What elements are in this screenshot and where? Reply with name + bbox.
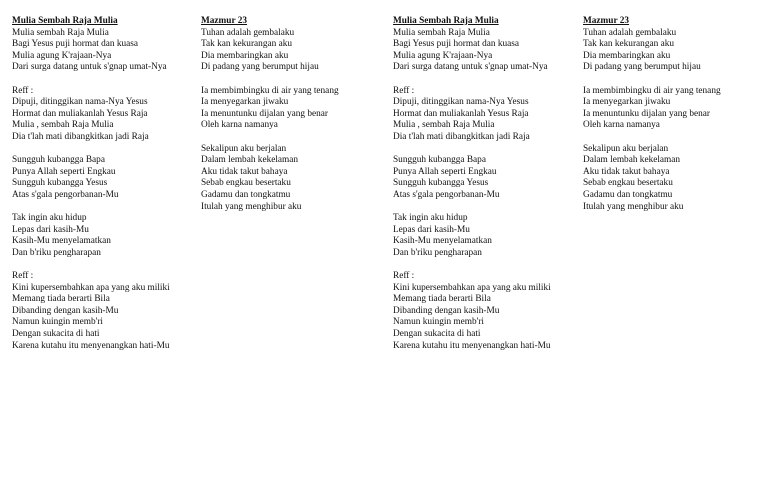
song1-line: Kasih-Mu menyelamatkan xyxy=(12,236,111,247)
song1-line: Dia t'lah mati dibangkitkan jadi Raja xyxy=(393,131,530,142)
song2-line: Sebab engkau besertaku xyxy=(583,178,673,189)
stanza-gap xyxy=(393,202,551,214)
song1-line: Lepas dari kasih-Mu xyxy=(393,224,470,235)
song1-line: Dipuji, ditinggikan nama-Nya Yesus xyxy=(393,97,529,108)
stanza-gap xyxy=(393,144,551,156)
song2-line: Ia menyegarkan jiwaku xyxy=(201,97,289,108)
stanza-gap xyxy=(201,132,339,144)
song1-column-right xyxy=(393,16,551,352)
song2-line: Ia menuntunku dijalan yang benar xyxy=(201,108,329,119)
song1-line: Hormat dan muliakanlah Yesus Raja xyxy=(393,108,529,119)
song1-reff-label: Reff : xyxy=(393,85,415,96)
song2-line: Tak kan kekurangan aku xyxy=(583,39,674,50)
song2-line: Dalam lembah kekelaman xyxy=(201,155,299,166)
song1-line: Atas s'gala pengorbanan-Mu xyxy=(12,189,119,200)
song2-line: Aku tidak takut bahaya xyxy=(201,166,288,177)
song2-line: Itulah yang menghibur aku xyxy=(583,201,684,212)
song1-line: Sungguh kubangga Yesus xyxy=(12,178,108,189)
stanza-gap xyxy=(12,144,170,156)
song2-line: Ia menyegarkan jiwaku xyxy=(583,97,671,108)
song1-line: Kini kupersembahkan apa yang aku miliki xyxy=(393,282,551,293)
song1-line: Dari surga datang untuk s'gnap umat-Nya xyxy=(12,62,167,73)
song2-line: Oleh karna namanya xyxy=(201,120,278,131)
song1-line: Dengan sukacita di hati xyxy=(393,329,481,340)
song1-line: Bagi Yesus puji hormat dan kuasa xyxy=(12,39,139,50)
song2-title: Mazmur 23 xyxy=(583,16,630,26)
song1-line: Sungguh kubangga Bapa xyxy=(12,155,105,166)
song2-line: Di padang yang berumput hijau xyxy=(583,62,701,73)
song1-line: Punya Allah seperti Engkau xyxy=(393,166,497,177)
stanza-gap xyxy=(583,132,721,144)
song1-line: Sungguh kubangga Yesus xyxy=(393,178,489,189)
song2-title: Mazmur 23 xyxy=(201,16,248,26)
song1-line: Dari surga datang untuk s'gnap umat-Nya xyxy=(393,62,548,73)
song2-line: Di padang yang berumput hijau xyxy=(201,62,319,73)
song1-line: Mulia sembah Raja Mulia xyxy=(393,27,490,38)
song2-line: Tak kan kekurangan aku xyxy=(201,39,292,50)
song1-line: Bagi Yesus puji hormat dan kuasa xyxy=(393,39,520,50)
stanza-gap xyxy=(393,259,551,271)
song1-line: Mulia sembah Raja Mulia xyxy=(12,27,109,38)
song1-line: Dibanding dengan kasih-Mu xyxy=(12,305,119,316)
song2-line: Oleh karna namanya xyxy=(583,120,660,131)
song1-line: Mulia , sembah Raja Mulia xyxy=(12,120,114,131)
song1-line: Namun kuingin memb'ri xyxy=(12,317,104,328)
song1-line: Kasih-Mu menyelamatkan xyxy=(393,236,492,247)
song1-line: Namun kuingin memb'ri xyxy=(393,317,485,328)
song2-column-left xyxy=(201,16,339,213)
song1-line: Dipuji, ditinggikan nama-Nya Yesus xyxy=(12,97,148,108)
song2-line: Sebab engkau besertaku xyxy=(201,178,291,189)
song1-title: Mulia Sembah Raja Mulia xyxy=(12,16,118,26)
song2-line: Ia membimbingku di air yang tenang xyxy=(201,85,339,96)
stanza-gap xyxy=(583,74,721,86)
song1-line: Sungguh kubangga Bapa xyxy=(393,155,486,166)
song1-title: Mulia Sembah Raja Mulia xyxy=(393,16,499,26)
song2-line: Gadamu dan tongkatmu xyxy=(201,189,291,200)
stanza-gap xyxy=(12,259,170,271)
song1-reff-label: Reff : xyxy=(393,271,415,282)
song1-reff-label: Reff : xyxy=(12,271,34,282)
song1-line: Dengan sukacita di hati xyxy=(12,329,100,340)
song1-line: Kini kupersembahkan apa yang aku miliki xyxy=(12,282,170,293)
song2-line: Tuhan adalah gembalaku xyxy=(201,27,295,38)
song1-line: Mulia , sembah Raja Mulia xyxy=(393,120,495,131)
stanza-gap xyxy=(393,74,551,86)
song1-line: Tak ingin aku hidup xyxy=(393,213,468,224)
song2-line: Sekalipun aku berjalan xyxy=(201,143,287,154)
song1-line: Mulia agung K'rajaan-Nya xyxy=(393,50,493,61)
song2-line: Dia membaringkan aku xyxy=(583,50,671,61)
song1-line: Lepas dari kasih-Mu xyxy=(12,224,89,235)
song2-column-right xyxy=(583,16,721,213)
song2-line: Gadamu dan tongkatmu xyxy=(583,189,673,200)
song1-line: Tak ingin aku hidup xyxy=(12,213,87,224)
song1-line: Atas s'gala pengorbanan-Mu xyxy=(393,189,500,200)
song1-line: Dan b'riku pengharapan xyxy=(12,247,101,258)
song2-line: Ia membimbingku di air yang tenang xyxy=(583,85,721,96)
song1-column-left xyxy=(12,16,170,352)
song2-line: Dia membaringkan aku xyxy=(201,50,289,61)
song1-reff-label: Reff : xyxy=(12,85,34,96)
song1-line: Memang tiada berarti Bila xyxy=(12,294,110,305)
song2-line: Ia menuntunku dijalan yang benar xyxy=(583,108,711,119)
stanza-gap xyxy=(201,74,339,86)
song2-line: Itulah yang menghibur aku xyxy=(201,201,302,212)
song1-line: Memang tiada berarti Bila xyxy=(393,294,491,305)
song1-line: Dibanding dengan kasih-Mu xyxy=(393,305,500,316)
stanza-gap xyxy=(12,202,170,214)
song2-line: Sekalipun aku berjalan xyxy=(583,143,669,154)
song2-line: Dalam lembah kekelaman xyxy=(583,155,681,166)
song1-line: Mulia agung K'rajaan-Nya xyxy=(12,50,112,61)
song1-line: Punya Allah seperti Engkau xyxy=(12,166,116,177)
song2-line: Tuhan adalah gembalaku xyxy=(583,27,677,38)
song2-line: Aku tidak takut bahaya xyxy=(583,166,670,177)
song1-line: Dia t'lah mati dibangkitkan jadi Raja xyxy=(12,131,149,142)
song1-line: Hormat dan muliakanlah Yesus Raja xyxy=(12,108,148,119)
song1-line: Karena kutahu itu menyenangkan hati-Mu xyxy=(12,340,170,351)
song1-line: Karena kutahu itu menyenangkan hati-Mu xyxy=(393,340,551,351)
stanza-gap xyxy=(12,74,170,86)
song1-line: Dan b'riku pengharapan xyxy=(393,247,482,258)
